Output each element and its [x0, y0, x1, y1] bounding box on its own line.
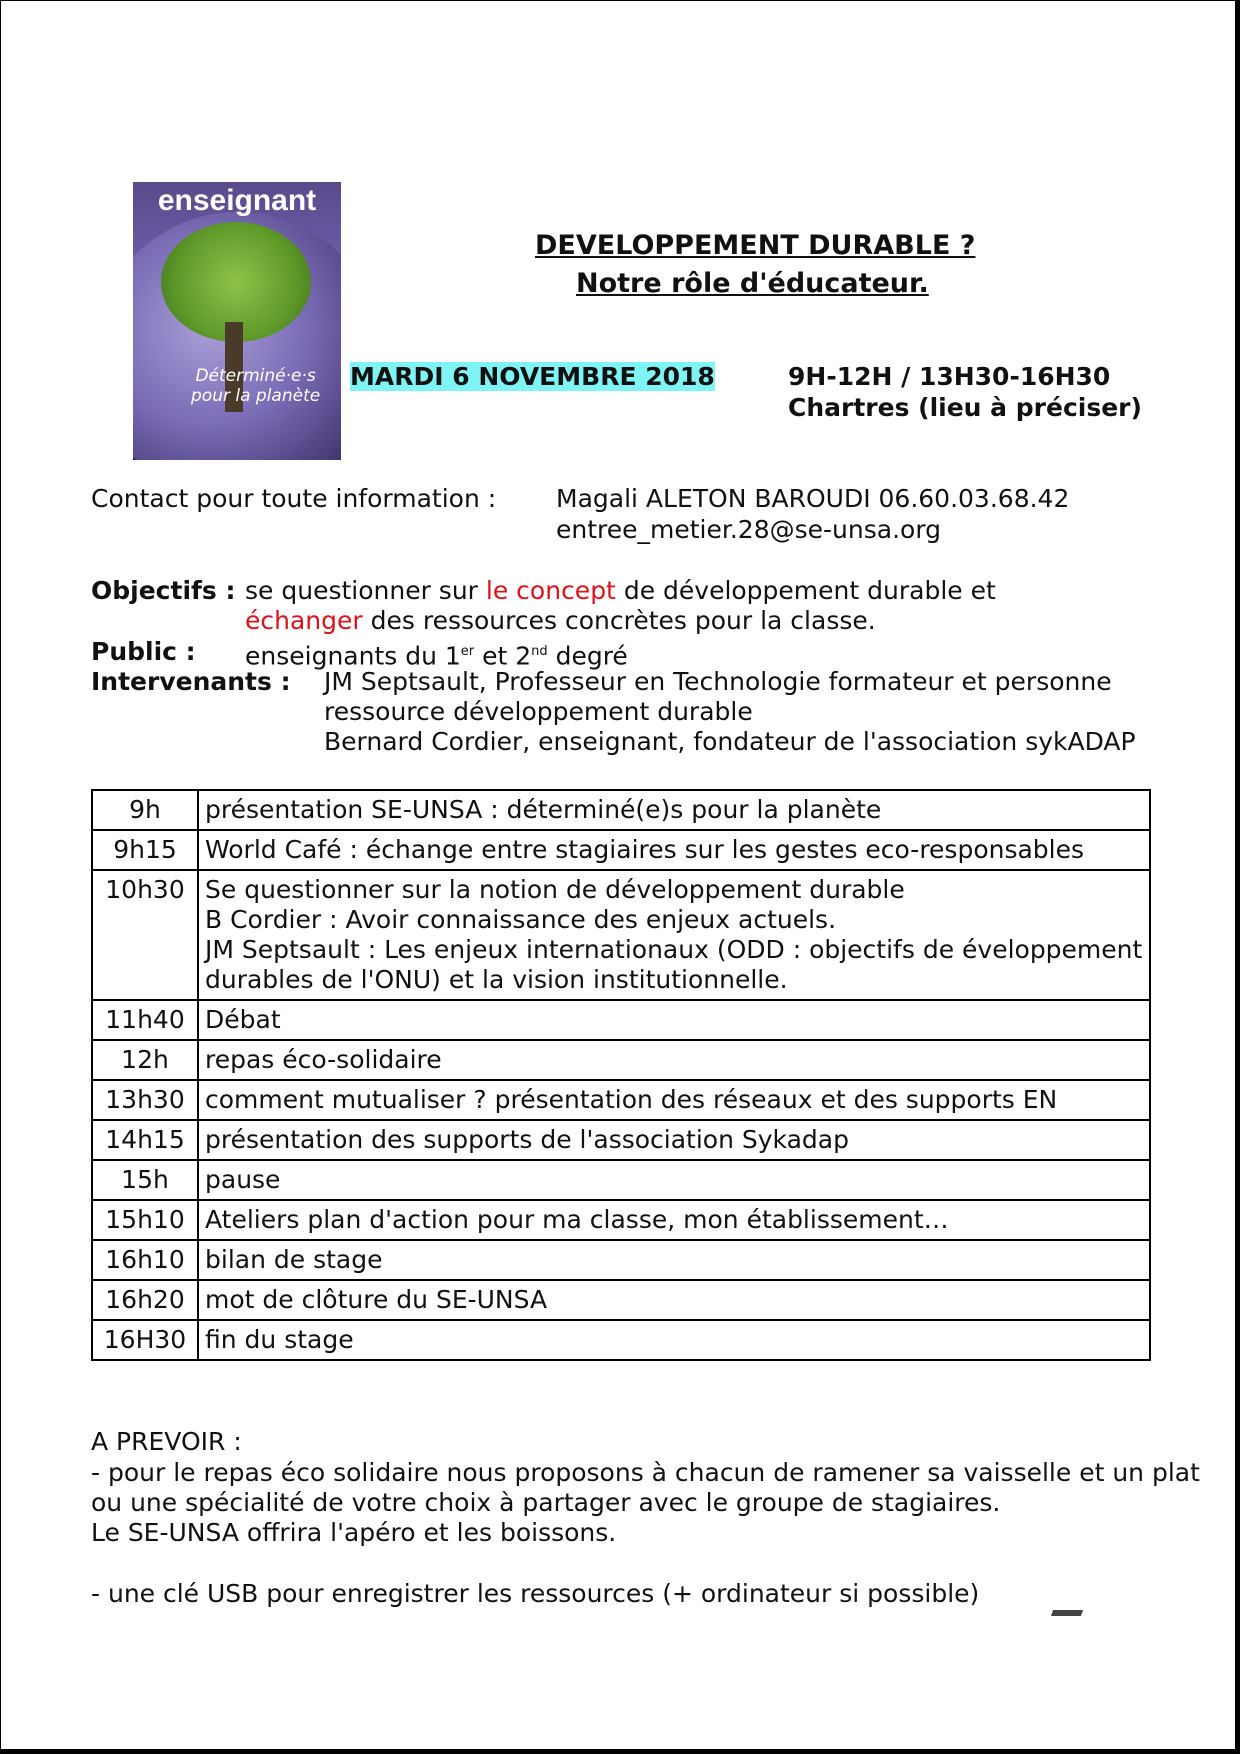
intervenants-line2: ressource développement durable	[324, 697, 753, 726]
public-sup-2: nd	[531, 644, 548, 659]
contact-name-phone: Magali ALETON BAROUDI 06.60.03.68.42	[556, 484, 1070, 513]
programme-activity-line: présentation des supports de l'association Sykadap	[205, 1125, 849, 1154]
programme-time: 9h15	[92, 830, 198, 870]
programme-table	[91, 789, 1151, 1361]
programme-activity-line: fin du stage	[205, 1325, 354, 1354]
programme-time: 13h30	[92, 1080, 198, 1120]
event-place: Chartres (lieu à préciser)	[788, 393, 1142, 422]
programme-time: 16H30	[92, 1320, 198, 1360]
programme-activity	[198, 1080, 1150, 1120]
intervenants-line1: JM Septsault, Professeur en Technologie formateur et personne	[324, 667, 1112, 696]
table-row	[92, 830, 1150, 870]
programme-activity-line: bilan de stage	[205, 1245, 383, 1274]
objectifs-highlight-echanger: échanger	[245, 606, 363, 635]
programme-activity-line: pause	[205, 1165, 281, 1194]
programme-activity-line: comment mutualiser ? présentation des réseaux et des supports EN	[205, 1085, 1058, 1114]
programme-table-body	[92, 790, 1150, 1360]
programme-activity	[198, 1040, 1150, 1080]
magazine-cover-image	[133, 182, 341, 460]
programme-time: 15h10	[92, 1200, 198, 1240]
programme-activity	[198, 870, 1150, 1000]
programme-time: 12h	[92, 1040, 198, 1080]
document-title-line1: DEVELOPPEMENT DURABLE ?	[535, 230, 976, 261]
programme-activity-line: JM Septsault : Les enjeux internationaux (ODD : objectifs de éveloppement	[205, 935, 1143, 964]
table-row	[92, 1240, 1150, 1280]
programme-time: 10h30	[92, 870, 198, 1000]
objectifs-line2	[245, 606, 876, 636]
programme-activity	[198, 1200, 1150, 1240]
programme-activity-line: Se questionner sur la notion de développement durable	[205, 875, 905, 904]
contact-email[interactable]: entree_metier.28@se-unsa.org	[556, 515, 942, 544]
table-row	[92, 1000, 1150, 1040]
page-shadow-bottom	[0, 1749, 1240, 1754]
programme-activity	[198, 1000, 1150, 1040]
programme-activity-line: durables de l'ONU) et la vision institutionnelle.	[205, 965, 788, 994]
event-date-highlight: MARDI 6 NOVEMBRE 2018	[350, 362, 715, 391]
objectifs-text-a: se questionner sur	[245, 576, 486, 605]
cover-tagline	[191, 366, 320, 406]
table-row	[92, 1200, 1150, 1240]
programme-activity	[198, 1120, 1150, 1160]
event-hours: 9H-12H / 13H30-16H30	[788, 362, 1111, 391]
programme-time: 9h	[92, 790, 198, 830]
document-title-line2: Notre rôle d'éducateur.	[576, 268, 929, 299]
programme-activity	[198, 1160, 1150, 1200]
programme-time: 11h40	[92, 1000, 198, 1040]
public-text-b: et 2	[474, 641, 532, 671]
table-row	[92, 790, 1150, 830]
public-label: Public :	[91, 637, 196, 666]
programme-activity	[198, 830, 1150, 870]
table-row	[92, 1040, 1150, 1080]
objectifs-highlight-concept: le concept	[485, 576, 616, 605]
cover-brand: enseignant	[157, 184, 317, 217]
objectifs-label: Objectifs :	[91, 576, 236, 605]
cover-tagline-2: pour la planète	[191, 386, 321, 406]
table-row	[92, 1280, 1150, 1320]
programme-activity-line: repas éco-solidaire	[205, 1045, 442, 1074]
stray-mark	[1051, 1610, 1083, 1616]
contact-label: Contact pour toute information :	[91, 484, 497, 513]
cover-tagline-1: Déterminé·e·s	[195, 366, 316, 386]
page-shadow-right	[1235, 0, 1240, 1754]
programme-time: 15h	[92, 1160, 198, 1200]
table-row	[92, 1160, 1150, 1200]
programme-time: 16h10	[92, 1240, 198, 1280]
a-prevoir-line1: - pour le repas éco solidaire nous proposons à chacun de ramener sa vaisselle et un plat	[91, 1458, 1200, 1487]
a-prevoir-line3: Le SE-UNSA offrira l'apéro et les boissons.	[91, 1518, 617, 1547]
objectifs-text-c: des ressources concrètes pour la classe.	[362, 606, 876, 635]
programme-time: 14h15	[92, 1120, 198, 1160]
objectifs-text-b: de développement durable et	[615, 576, 996, 605]
programme-activity	[198, 1320, 1150, 1360]
intervenants-line3: Bernard Cordier, enseignant, fondateur de l'association sykADAP	[324, 727, 1136, 756]
programme-activity-line: B Cordier : Avoir connaissance des enjeux actuels.	[205, 905, 837, 934]
programme-activity-line: World Café : échange entre stagiaires sur les gestes eco-responsables	[205, 835, 1085, 864]
table-row	[92, 1320, 1150, 1360]
public-text-a: enseignants du 1	[245, 641, 461, 671]
programme-activity	[198, 1240, 1150, 1280]
programme-activity	[198, 1280, 1150, 1320]
public-text-c: degré	[547, 641, 628, 671]
event-date	[350, 362, 715, 392]
a-prevoir-line4: - une clé USB pour enregistrer les ressources (+ ordinateur si possible)	[91, 1579, 980, 1608]
table-row	[92, 870, 1150, 1000]
intervenants-label: Intervenants :	[91, 667, 291, 696]
programme-activity-line: Ateliers plan d'action pour ma classe, mon établissement…	[205, 1205, 949, 1234]
table-row	[92, 1120, 1150, 1160]
programme-activity	[198, 790, 1150, 830]
objectifs-line1	[245, 576, 996, 606]
programme-activity-line: mot de clôture du SE-UNSA	[205, 1285, 548, 1314]
public-sup-1: er	[460, 644, 475, 659]
programme-time: 16h20	[92, 1280, 198, 1320]
a-prevoir-line2: ou une spécialité de votre choix à partager avec le groupe de stagiaires.	[91, 1488, 1001, 1517]
table-row	[92, 1080, 1150, 1120]
programme-activity-line: Débat	[205, 1005, 281, 1034]
programme-activity-line: présentation SE-UNSA : déterminé(e)s pour la planète	[205, 795, 882, 824]
a-prevoir-label: A PREVOIR :	[91, 1427, 242, 1456]
